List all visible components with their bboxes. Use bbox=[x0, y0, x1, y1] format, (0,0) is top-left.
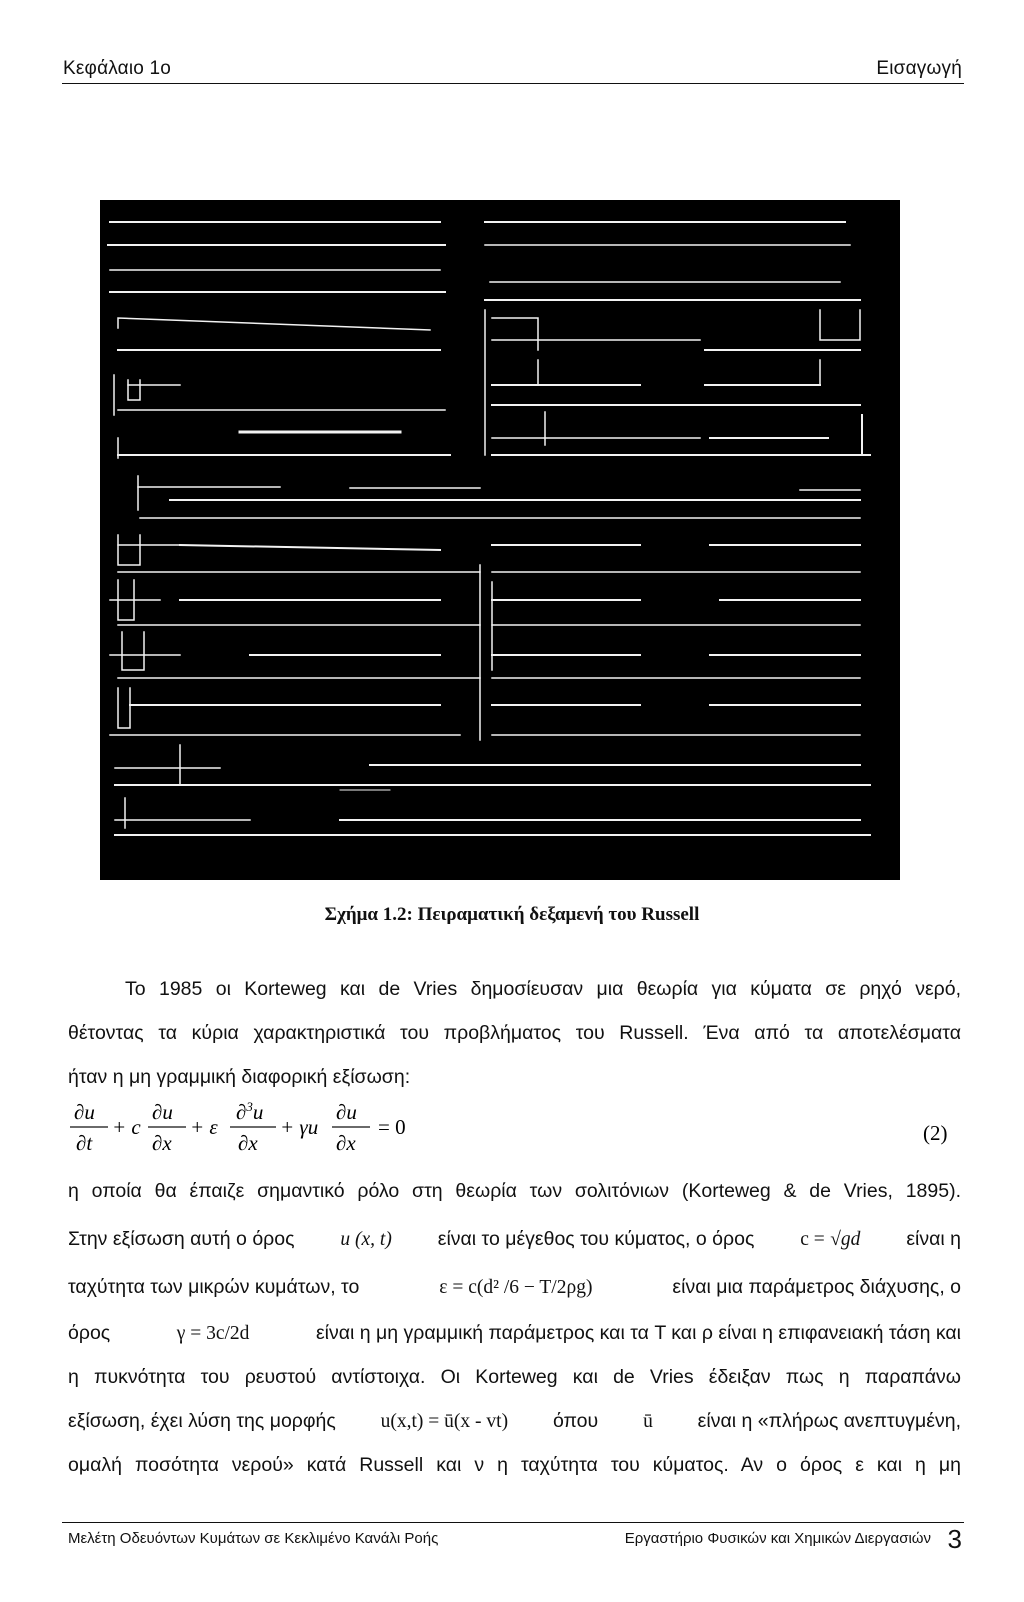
line7-a: όρος bbox=[68, 1322, 111, 1344]
body-line-1: Το 1985 οι Korteweg και de Vries δημοσίευσαν μια θεωρία για κύματα σε ρηχό νερό, bbox=[125, 978, 961, 1000]
epsilon-definition: ε = c(d² /6 − T/2ρg) bbox=[439, 1277, 593, 1298]
eq-plus-gu: + γu bbox=[280, 1115, 319, 1139]
footer-lab-name: Εργαστήριο Φυσικών και Χημικών Διεργασιών bbox=[624, 1530, 931, 1547]
body-line-8: η πυκνότητα του ρευστού αντίστοιχα. Οι Korteweg και de Vries έδειξαν πως η παραπάνω bbox=[68, 1366, 961, 1388]
equation-number: (2) bbox=[923, 1121, 948, 1145]
sqrt-gd: √gd bbox=[830, 1229, 861, 1250]
line9-a: εξίσωση, έχει λύση της μορφής bbox=[68, 1410, 336, 1432]
u-bar: ū bbox=[643, 1411, 653, 1432]
line5-f: είναι η bbox=[906, 1228, 961, 1250]
eq-d4-num: ∂u bbox=[336, 1100, 357, 1124]
eq-d4-den: ∂x bbox=[336, 1131, 356, 1155]
line9-e: είναι η «πλήρως ανεπτυγμένη, bbox=[697, 1410, 961, 1432]
page-number: 3 bbox=[947, 1524, 962, 1554]
eq-d1-num: ∂u bbox=[74, 1100, 95, 1124]
eq-d3-den: ∂x bbox=[238, 1131, 258, 1155]
header-rule bbox=[62, 83, 964, 84]
equation-svg bbox=[68, 1100, 968, 1160]
line5-c: είναι το μέγεθος του κύματος, ο όρος bbox=[437, 1228, 755, 1250]
eq-equals-zero: = 0 bbox=[378, 1115, 406, 1139]
eq-plus-c: + c bbox=[112, 1115, 141, 1139]
eq-d1-den: ∂t bbox=[76, 1131, 93, 1155]
body-line-9 bbox=[68, 1410, 961, 1433]
line9-c: όπου bbox=[552, 1410, 599, 1432]
body-line-10: ομαλή ποσότητα νερού» κατά Russell και ν η ταχύτητα του κύματος. Αν ο όρος ε και η μη bbox=[68, 1454, 961, 1476]
footer-rule bbox=[62, 1522, 964, 1523]
body-line-5 bbox=[68, 1228, 961, 1251]
footer-thesis-title: Μελέτη Οδευόντων Κυμάτων σε Κεκλιμένο Κανάλι Ροής bbox=[68, 1530, 439, 1547]
term-u-xt: u (x, t) bbox=[340, 1229, 392, 1250]
eq-d3-num: ∂$^3$u bbox=[236, 1100, 264, 1124]
c-definition bbox=[800, 1228, 860, 1251]
line6-a: ταχύτητα των μικρών κυμάτων, το bbox=[68, 1276, 360, 1298]
solution-form: u(x,t) = ū(x - vt) bbox=[380, 1411, 509, 1432]
eq-d2-den: ∂x bbox=[152, 1131, 172, 1155]
eq-d2-num: ∂u bbox=[152, 1100, 173, 1124]
body-line-3: ήταν η μη γραμμική διαφορική εξίσωση: bbox=[68, 1066, 411, 1088]
body-line-2: θέτοντας τα κύρια χαρακτηριστικά του προβλήματος του Russell. Ένα από τα αποτελέσματα bbox=[68, 1022, 961, 1044]
tank-photo-illustration bbox=[100, 200, 900, 880]
running-header-section: Εισαγωγή bbox=[876, 58, 962, 79]
figure-caption: Σχήμα 1.2: Πειραματική δεξαμενή του Russell bbox=[324, 904, 700, 925]
experimental-tank-photo bbox=[100, 200, 900, 880]
line6-c: είναι μια παράμετρος διάχυσης, ο bbox=[672, 1276, 961, 1298]
body-line-6 bbox=[68, 1276, 961, 1299]
kdv-equation bbox=[68, 1100, 968, 1160]
running-header-chapter: Κεφάλαιο 1ο bbox=[63, 58, 172, 79]
line7-c: είναι η μη γραμμική παράμετρος και τα T και ρ είναι η επιφανειακή τάση και bbox=[315, 1322, 961, 1344]
gamma-definition: γ = 3c/2d bbox=[176, 1323, 250, 1344]
term-c: c = bbox=[800, 1229, 825, 1250]
line5-a: Στην εξίσωση αυτή ο όρος bbox=[68, 1228, 295, 1250]
eq-plus-eps: + ε bbox=[190, 1115, 218, 1139]
body-line-4: η οποία θα έπαιζε σημαντικό ρόλο στη θεωρία των σολιτόνιων (Korteweg & de Vries, 1895). bbox=[68, 1180, 961, 1202]
body-line-7 bbox=[68, 1322, 961, 1345]
